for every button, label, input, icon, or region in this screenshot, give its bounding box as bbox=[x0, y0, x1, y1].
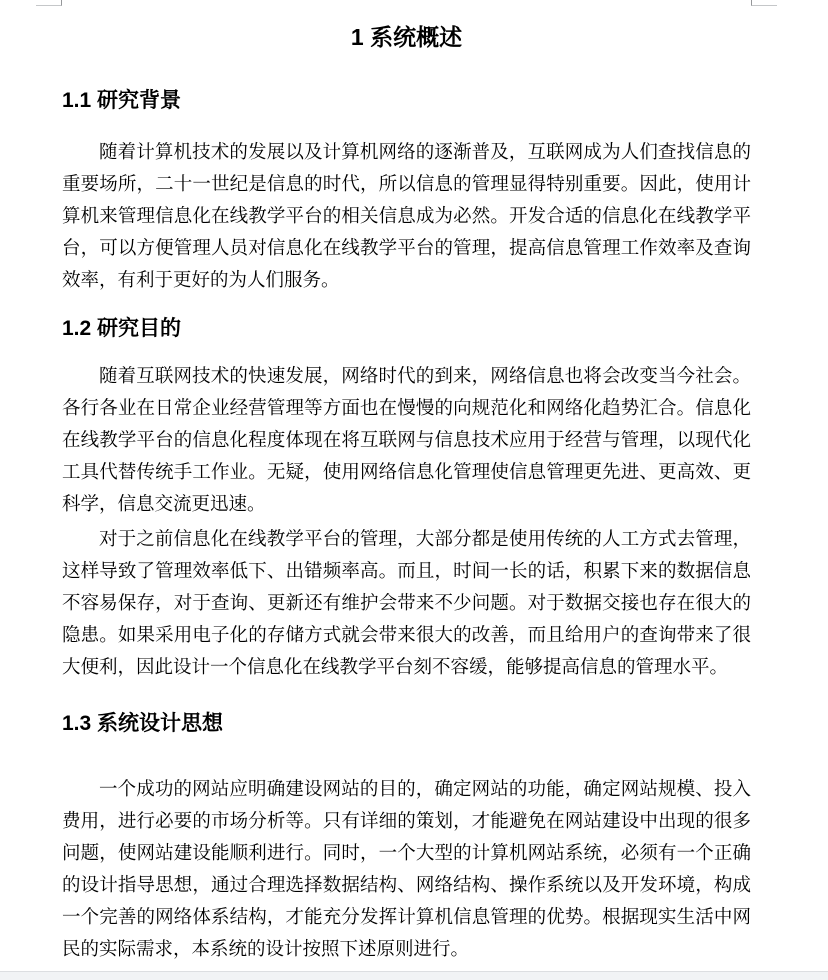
viewport-bottom-strip bbox=[0, 971, 828, 980]
body-paragraph: 对于之前信息化在线教学平台的管理，大部分都是使用传统的人工方式去管理，这样导致了管理效率低下、出错频率高。而且，时间一长的话，积累下来的数据信息不容易保存，对于查询、更新还有维护会带来不少问题。对于数据交接也存在很大的隐患。如果采用电子化的存储方式就会带来很大的改善，而且给用户的查询带来了很大便利，因此设计一个信息化在线教学平台刻不容缓，能够提高信息的管理水平。 bbox=[62, 530, 751, 678]
chapter-title: 1 系统概述 bbox=[350, 24, 463, 50]
section-heading-1-2: 1.2 研究目的 bbox=[62, 317, 182, 340]
margin-crop-mark-right bbox=[751, 0, 777, 6]
body-paragraph: 一个成功的网站应明确建设网站的目的，确定网站的功能，确定网站规模、投入费用，进行必要的市场分析等。只有详细的策划，才能避免在网站建设中出现的很多问题，使网站建设能顺利进行。同时，一个大型的计算机网站系统，必须有一个正确的设计指导思想，通过合理选择数据结构、网络结构、操作系统以及开发环境，构成一个完善的网络体系结构，才能充分发挥计算机信息管理的优势。根据现实生活中网民的实际需求，本系统的设计按照下述原则进行。 bbox=[62, 780, 751, 960]
section-research-purpose bbox=[62, 318, 751, 684]
section-heading-1-1: 1.1 研究背景 bbox=[62, 89, 182, 112]
body-paragraph: 随着计算机技术的发展以及计算机网络的逐渐普及，互联网成为人们查找信息的重要场所，二十一世纪是信息的时代，所以信息的管理显得特别重要。因此，使用计算机来管理信息化在线教学平台的相关信息成为必然。开发合适的信息化在线教学平台，可以方便管理人员对信息化在线教学平台的管理，提高信息管理工作效率及查询效率，有利于更好的为人们服务。 bbox=[62, 143, 751, 291]
section-research-background bbox=[62, 90, 751, 297]
text-column bbox=[62, 0, 751, 966]
body-paragraph: 随着互联网技术的快速发展，网络时代的到来，网络信息也将会改变当今社会。各行各业在日常企业经营管理等方面也在慢慢的向规范化和网络化趋势汇合。信息化在线教学平台的信息化程度体现在将互联网与信息技术应用于经营与管理，以现代化工具代替传统手工作业。无疑，使用网络信息化管理使信息管理更先进、更高效、更科学，信息交流更迅速。 bbox=[62, 367, 751, 515]
section-heading-1-3: 1.3 系统设计思想 bbox=[62, 712, 224, 735]
section-system-design-concept bbox=[62, 713, 751, 966]
margin-crop-mark-left bbox=[36, 0, 62, 6]
